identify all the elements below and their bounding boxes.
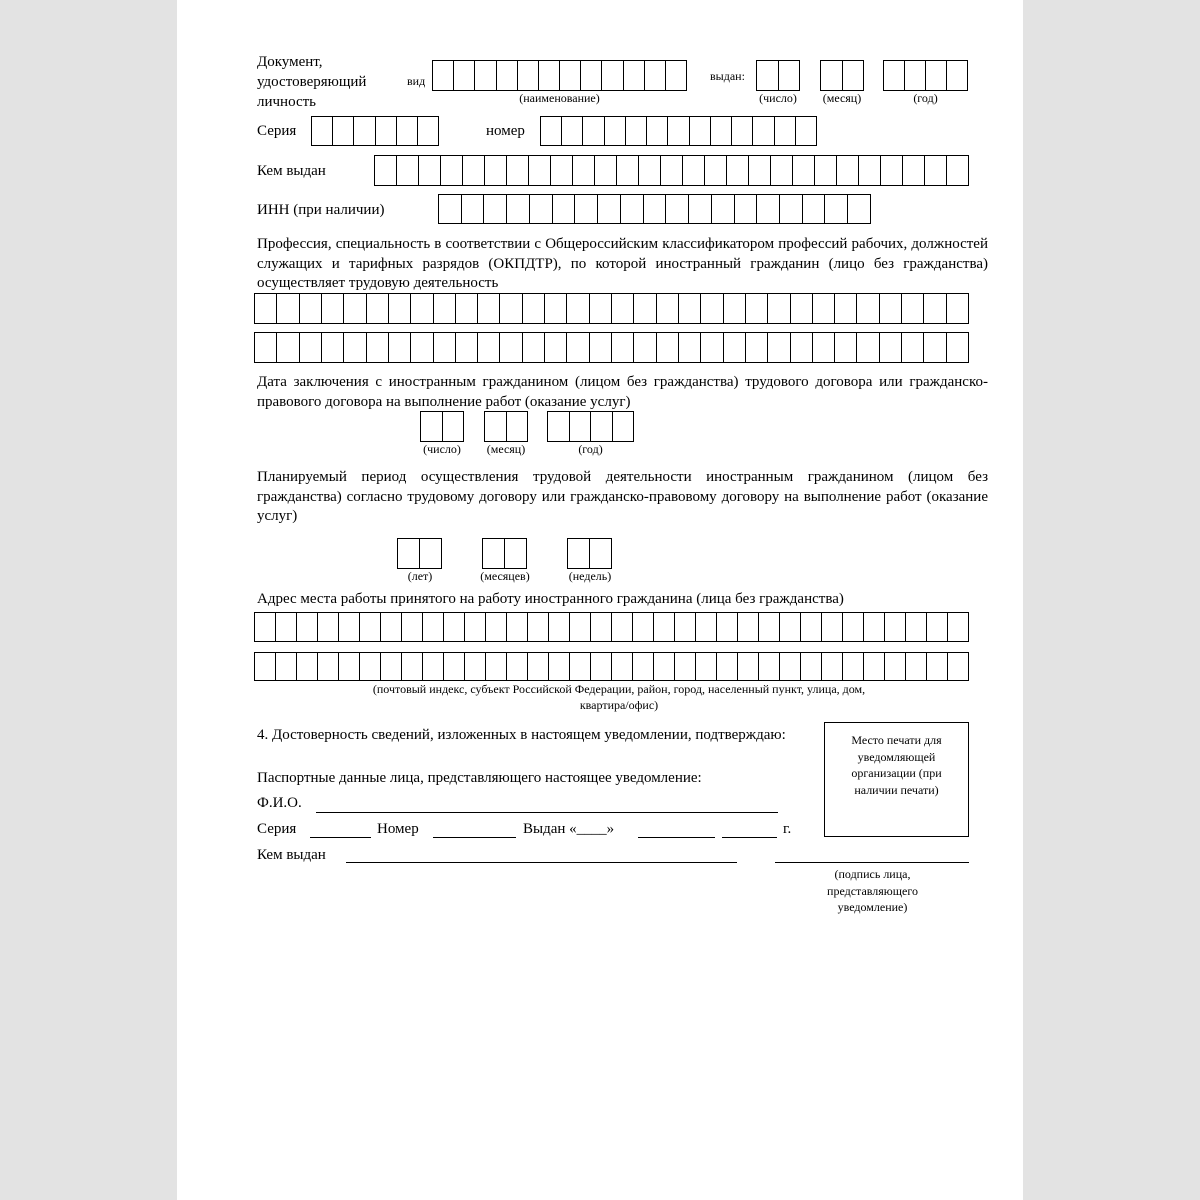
naimenovanie-caption: (наименование) <box>519 91 600 105</box>
input-cell[interactable] <box>583 116 604 146</box>
input-cell[interactable] <box>880 293 902 324</box>
input-cell[interactable] <box>360 612 381 642</box>
input-cell[interactable] <box>402 652 423 681</box>
kem-vydan-label: Кем выдан <box>257 163 326 179</box>
issue-month-cells[interactable] <box>820 60 864 91</box>
input-cell[interactable] <box>255 612 276 642</box>
input-cell[interactable] <box>485 411 507 442</box>
period-weeks-caption: (недель) <box>568 569 612 583</box>
input-cell[interactable] <box>905 60 926 91</box>
input-cell[interactable] <box>367 332 389 363</box>
nomer-label: номер <box>486 123 525 139</box>
contract-day-cells[interactable] <box>420 411 464 442</box>
input-cell[interactable] <box>654 612 675 642</box>
input-cell[interactable] <box>801 652 822 681</box>
fio-label: Ф.И.О. <box>257 795 302 811</box>
input-cell[interactable] <box>735 194 758 224</box>
input-cell[interactable] <box>701 293 723 324</box>
input-cell[interactable] <box>857 293 879 324</box>
input-cell[interactable] <box>926 60 947 91</box>
confirm-seriya-label: Серия <box>257 821 297 837</box>
input-cell[interactable] <box>645 60 666 91</box>
confirm-nomer-label: Номер <box>377 821 419 837</box>
input-cell[interactable] <box>360 652 381 681</box>
contract-month-caption: (месяц) <box>486 442 526 456</box>
input-cell[interactable] <box>738 612 759 642</box>
input-cell[interactable] <box>813 332 835 363</box>
input-cell[interactable] <box>948 612 969 642</box>
address-caption-line-1: (почтовый индекс, субъект Российской Федерации, район, город, населенный пункт, улица, дом, <box>372 682 866 696</box>
identity-label-line-3: личность <box>257 94 317 110</box>
input-cell[interactable] <box>612 293 634 324</box>
input-cell[interactable] <box>647 116 668 146</box>
input-cell[interactable] <box>906 652 927 681</box>
input-cell[interactable] <box>485 155 507 186</box>
profession-cells-row-1[interactable] <box>254 293 969 324</box>
input-cell[interactable] <box>712 194 735 224</box>
contract-year-cells[interactable] <box>547 411 634 442</box>
series-cells[interactable] <box>311 116 439 146</box>
input-cell[interactable] <box>486 612 507 642</box>
input-cell[interactable] <box>483 538 505 569</box>
confirm-month-line[interactable] <box>638 837 715 838</box>
input-cell[interactable] <box>813 293 835 324</box>
issue-year-caption: (год) <box>913 91 938 105</box>
address-cells-row-1[interactable] <box>254 612 969 642</box>
input-cell[interactable] <box>717 652 738 681</box>
input-cell[interactable] <box>344 293 366 324</box>
input-cell[interactable] <box>454 60 475 91</box>
input-cell[interactable] <box>690 116 711 146</box>
input-cell[interactable] <box>500 293 522 324</box>
input-cell[interactable] <box>821 60 843 91</box>
confirm-issued-by-line[interactable] <box>346 862 737 863</box>
contract-year-caption: (год) <box>578 442 603 456</box>
input-cell[interactable] <box>757 60 779 91</box>
input-cell[interactable] <box>419 155 441 186</box>
signature-caption: (подпись лица, представляющего уведомление) <box>827 867 918 914</box>
contract-date-text: Дата заключения с иностранным гражданином (лицом без гражданства) трудового договора или гражданско-правового договора на выполнение работ (оказание услуг) <box>257 374 988 410</box>
profession-text: Профессия, специальность в соответствии с Общероссийским классификатором профессий рабочих, должностей служащих и тарифных разрядов (ОКПДТР), по которой иностранный гражданин (лицо без гражданства) осуществляет трудовую деятельность <box>257 236 988 291</box>
input-cell[interactable] <box>825 194 848 224</box>
input-cell[interactable] <box>549 652 570 681</box>
input-cell[interactable] <box>885 652 906 681</box>
confirm-number-line[interactable] <box>433 837 516 838</box>
period-years-cells[interactable] <box>397 538 442 569</box>
input-cell[interactable] <box>462 194 485 224</box>
input-cell[interactable] <box>376 116 397 146</box>
input-cell[interactable] <box>507 652 528 681</box>
input-cell[interactable] <box>657 293 679 324</box>
input-cell[interactable] <box>322 332 344 363</box>
period-months-cells[interactable] <box>482 538 527 569</box>
input-cell[interactable] <box>590 332 612 363</box>
input-cell[interactable] <box>300 293 322 324</box>
input-cell[interactable] <box>548 411 570 442</box>
input-cell[interactable] <box>570 612 591 642</box>
input-cell[interactable] <box>568 538 590 569</box>
input-cell[interactable] <box>318 652 339 681</box>
input-cell[interactable] <box>822 612 843 642</box>
identity-label-line-2: удостоверяющий <box>257 74 367 90</box>
input-cell[interactable] <box>255 293 277 324</box>
input-cell[interactable] <box>507 411 529 442</box>
input-cell[interactable] <box>297 612 318 642</box>
input-cell[interactable] <box>626 116 647 146</box>
input-cell[interactable] <box>822 652 843 681</box>
input-cell[interactable] <box>727 155 749 186</box>
input-cell[interactable] <box>277 332 299 363</box>
input-cell[interactable] <box>375 155 397 186</box>
input-cell[interactable] <box>590 538 612 569</box>
input-cell[interactable] <box>696 612 717 642</box>
input-cell[interactable] <box>779 60 801 91</box>
input-cell[interactable] <box>411 293 433 324</box>
input-cell[interactable] <box>339 652 360 681</box>
contract-month-cells[interactable] <box>484 411 528 442</box>
input-cell[interactable] <box>903 155 925 186</box>
confirm-series-line[interactable] <box>310 837 371 838</box>
input-cell[interactable] <box>456 332 478 363</box>
input-cell[interactable] <box>843 652 864 681</box>
input-cell[interactable] <box>602 60 623 91</box>
input-cell[interactable] <box>768 332 790 363</box>
address-caption-line-2: квартира/офис) <box>579 698 659 712</box>
input-cell[interactable] <box>639 155 661 186</box>
input-cell[interactable] <box>815 155 837 186</box>
input-cell[interactable] <box>443 411 465 442</box>
input-cell[interactable] <box>924 293 946 324</box>
input-cell[interactable] <box>717 612 738 642</box>
identity-label <box>257 52 366 112</box>
input-cell[interactable] <box>749 155 771 186</box>
input-cell[interactable] <box>701 332 723 363</box>
confirm-god-label: г. <box>783 821 792 837</box>
vydan-label: выдан: <box>710 69 745 83</box>
input-cell[interactable] <box>441 155 463 186</box>
issue-year-cells[interactable] <box>883 60 968 91</box>
input-cell[interactable] <box>843 612 864 642</box>
input-cell[interactable] <box>679 293 701 324</box>
input-cell[interactable] <box>668 116 689 146</box>
input-cell[interactable] <box>775 116 796 146</box>
input-cell[interactable] <box>705 155 727 186</box>
input-cell[interactable] <box>333 116 354 146</box>
input-cell[interactable] <box>277 293 299 324</box>
stamp-box <box>824 722 969 837</box>
input-cell[interactable] <box>573 155 595 186</box>
input-cell[interactable] <box>780 612 801 642</box>
input-cell[interactable] <box>927 612 948 642</box>
input-cell[interactable] <box>666 194 689 224</box>
input-cell[interactable] <box>689 194 712 224</box>
input-cell[interactable] <box>759 612 780 642</box>
input-cell[interactable] <box>312 116 333 146</box>
input-cell[interactable] <box>591 612 612 642</box>
input-cell[interactable] <box>541 116 562 146</box>
input-cell[interactable] <box>507 155 529 186</box>
input-cell[interactable] <box>478 293 500 324</box>
input-cell[interactable] <box>465 652 486 681</box>
input-cell[interactable] <box>771 155 793 186</box>
input-cell[interactable] <box>475 60 496 91</box>
input-cell[interactable] <box>423 652 444 681</box>
input-cell[interactable] <box>906 612 927 642</box>
input-cell[interactable] <box>567 293 589 324</box>
input-cell[interactable] <box>947 155 969 186</box>
input-cell[interactable] <box>528 652 549 681</box>
input-cell[interactable] <box>857 332 879 363</box>
input-cell[interactable] <box>433 60 454 91</box>
input-cell[interactable] <box>444 652 465 681</box>
fio-line[interactable] <box>316 812 778 813</box>
input-cell[interactable] <box>389 332 411 363</box>
input-cell[interactable] <box>367 293 389 324</box>
input-cell[interactable] <box>421 411 443 442</box>
input-cell[interactable] <box>545 332 567 363</box>
confirm-year-line[interactable] <box>722 837 777 838</box>
confirm-vydan-label: Выдан «____» <box>523 821 615 837</box>
input-cell[interactable] <box>465 612 486 642</box>
input-cell[interactable] <box>434 332 456 363</box>
input-cell[interactable] <box>947 332 969 363</box>
input-cell[interactable] <box>738 652 759 681</box>
input-cell[interactable] <box>590 293 612 324</box>
confirm-text: 4. Достоверность сведений, изложенных в настоящем уведомлении, подтверждаю: <box>257 727 786 743</box>
input-cell[interactable] <box>621 194 644 224</box>
input-cell[interactable] <box>696 652 717 681</box>
input-cell[interactable] <box>318 612 339 642</box>
input-cell[interactable] <box>634 293 656 324</box>
input-cell[interactable] <box>423 612 444 642</box>
inn-label: ИНН (при наличии) <box>257 202 385 218</box>
input-cell[interactable] <box>864 612 885 642</box>
input-cell[interactable] <box>880 332 902 363</box>
input-cell[interactable] <box>551 155 573 186</box>
input-cell[interactable] <box>843 60 865 91</box>
input-cell[interactable] <box>397 116 418 146</box>
input-cell[interactable] <box>885 612 906 642</box>
confirm-kem-vydan-label: Кем выдан <box>257 847 326 863</box>
input-cell[interactable] <box>633 652 654 681</box>
input-cell[interactable] <box>661 155 683 186</box>
input-cell[interactable] <box>924 332 946 363</box>
input-cell[interactable] <box>791 293 813 324</box>
input-cell[interactable] <box>545 293 567 324</box>
input-cell[interactable] <box>947 60 968 91</box>
input-cell[interactable] <box>948 652 969 681</box>
input-cell[interactable] <box>411 332 433 363</box>
input-cell[interactable] <box>530 194 553 224</box>
input-cell[interactable] <box>759 652 780 681</box>
input-cell[interactable] <box>598 194 621 224</box>
input-cell[interactable] <box>300 332 322 363</box>
input-cell[interactable] <box>947 293 969 324</box>
input-cell[interactable] <box>724 293 746 324</box>
input-cell[interactable] <box>420 538 442 569</box>
input-cell[interactable] <box>255 652 276 681</box>
passport-label: Паспортные данные лица, представляющего настоящее уведомление: <box>257 770 702 786</box>
input-cell[interactable] <box>581 60 602 91</box>
input-cell[interactable] <box>927 652 948 681</box>
input-cell[interactable] <box>835 332 857 363</box>
issue-month-caption: (месяц) <box>822 91 862 105</box>
input-cell[interactable] <box>711 116 732 146</box>
period-text: Планируемый период осуществления трудовой деятельности иностранным гражданином (лицом без гражданства) согласно трудовому договору или гражданско-правовому договору на выполнение работ (оказание услуг) <box>257 469 988 524</box>
doc-type-cells[interactable] <box>432 60 687 91</box>
input-cell[interactable] <box>796 116 817 146</box>
input-cell[interactable] <box>434 293 456 324</box>
input-cell[interactable] <box>398 538 420 569</box>
input-cell[interactable] <box>605 116 626 146</box>
address-label: Адрес места работы принятого на работу иностранного гражданина (лица без гражданства) <box>257 591 844 607</box>
input-cell[interactable] <box>753 116 774 146</box>
input-cell[interactable] <box>666 60 687 91</box>
input-cell[interactable] <box>848 194 871 224</box>
input-cell[interactable] <box>657 332 679 363</box>
input-cell[interactable] <box>539 60 560 91</box>
input-cell[interactable] <box>418 116 439 146</box>
issue-day-caption: (число) <box>759 91 797 105</box>
input-cell[interactable] <box>864 652 885 681</box>
input-cell[interactable] <box>523 332 545 363</box>
input-cell[interactable] <box>612 332 634 363</box>
profession-cells-row-2[interactable] <box>254 332 969 363</box>
input-cell[interactable] <box>562 116 583 146</box>
input-cell[interactable] <box>381 612 402 642</box>
input-cell[interactable] <box>595 155 617 186</box>
vid-label: вид <box>407 74 426 88</box>
identity-label-line-1: Документ, <box>257 54 323 70</box>
input-cell[interactable] <box>344 332 366 363</box>
input-cell[interactable] <box>591 411 613 442</box>
contract-day-caption: (число) <box>423 442 461 456</box>
input-cell[interactable] <box>791 332 813 363</box>
input-cell[interactable] <box>634 332 656 363</box>
input-cell[interactable] <box>497 60 518 91</box>
period-years-caption: (лет) <box>407 569 433 583</box>
input-cell[interactable] <box>780 652 801 681</box>
input-cell[interactable] <box>389 293 411 324</box>
input-cell[interactable] <box>644 194 667 224</box>
input-cell[interactable] <box>835 293 857 324</box>
seriya-label: Серия <box>257 123 297 139</box>
address-cells-row-2[interactable] <box>254 652 969 681</box>
input-cell[interactable] <box>354 116 375 146</box>
input-cell[interactable] <box>560 60 581 91</box>
input-cell[interactable] <box>617 155 639 186</box>
input-cell[interactable] <box>884 60 905 91</box>
input-cell[interactable] <box>500 332 522 363</box>
issue-day-cells[interactable] <box>756 60 800 91</box>
input-cell[interactable] <box>881 155 903 186</box>
input-cell[interactable] <box>732 116 753 146</box>
input-cell[interactable] <box>683 155 705 186</box>
issued-by-cells[interactable] <box>374 155 969 186</box>
input-cell[interactable] <box>793 155 815 186</box>
stamp-text: Место печати для уведомляющей организации (при наличии печати) <box>851 733 942 797</box>
input-cell[interactable] <box>591 652 612 681</box>
input-cell[interactable] <box>746 332 768 363</box>
input-cell[interactable] <box>675 652 696 681</box>
input-cell[interactable] <box>553 194 576 224</box>
input-cell[interactable] <box>505 538 527 569</box>
input-cell[interactable] <box>549 612 570 642</box>
input-cell[interactable] <box>679 332 701 363</box>
input-cell[interactable] <box>463 155 485 186</box>
input-cell[interactable] <box>456 293 478 324</box>
input-cell[interactable] <box>486 652 507 681</box>
inn-cells[interactable] <box>438 194 871 224</box>
input-cell[interactable] <box>397 155 419 186</box>
input-cell[interactable] <box>757 194 780 224</box>
input-cell[interactable] <box>859 155 881 186</box>
input-cell[interactable] <box>613 411 635 442</box>
input-cell[interactable] <box>276 652 297 681</box>
input-cell[interactable] <box>297 652 318 681</box>
input-cell[interactable] <box>902 332 924 363</box>
input-cell[interactable] <box>444 612 465 642</box>
input-cell[interactable] <box>925 155 947 186</box>
input-cell[interactable] <box>801 612 822 642</box>
input-cell[interactable] <box>902 293 924 324</box>
period-months-caption: (месяцев) <box>480 569 530 583</box>
input-cell[interactable] <box>567 332 589 363</box>
input-cell[interactable] <box>746 293 768 324</box>
input-cell[interactable] <box>768 293 790 324</box>
input-cell[interactable] <box>507 194 530 224</box>
input-cell[interactable] <box>675 612 696 642</box>
input-cell[interactable] <box>339 612 360 642</box>
input-cell[interactable] <box>803 194 826 224</box>
input-cell[interactable] <box>837 155 859 186</box>
input-cell[interactable] <box>518 60 539 91</box>
input-cell[interactable] <box>570 652 591 681</box>
input-cell[interactable] <box>484 194 507 224</box>
input-cell[interactable] <box>570 411 592 442</box>
input-cell[interactable] <box>276 612 297 642</box>
input-cell[interactable] <box>780 194 803 224</box>
input-cell[interactable] <box>612 612 633 642</box>
input-cell[interactable] <box>478 332 500 363</box>
input-cell[interactable] <box>507 612 528 642</box>
input-cell[interactable] <box>402 612 423 642</box>
input-cell[interactable] <box>624 60 645 91</box>
input-cell[interactable] <box>654 652 675 681</box>
input-cell[interactable] <box>612 652 633 681</box>
signature-line[interactable] <box>775 862 969 863</box>
input-cell[interactable] <box>255 332 277 363</box>
input-cell[interactable] <box>529 155 551 186</box>
input-cell[interactable] <box>381 652 402 681</box>
number-cells[interactable] <box>540 116 817 146</box>
input-cell[interactable] <box>575 194 598 224</box>
input-cell[interactable] <box>528 612 549 642</box>
input-cell[interactable] <box>322 293 344 324</box>
input-cell[interactable] <box>724 332 746 363</box>
input-cell[interactable] <box>439 194 462 224</box>
input-cell[interactable] <box>523 293 545 324</box>
period-weeks-cells[interactable] <box>567 538 612 569</box>
input-cell[interactable] <box>633 612 654 642</box>
